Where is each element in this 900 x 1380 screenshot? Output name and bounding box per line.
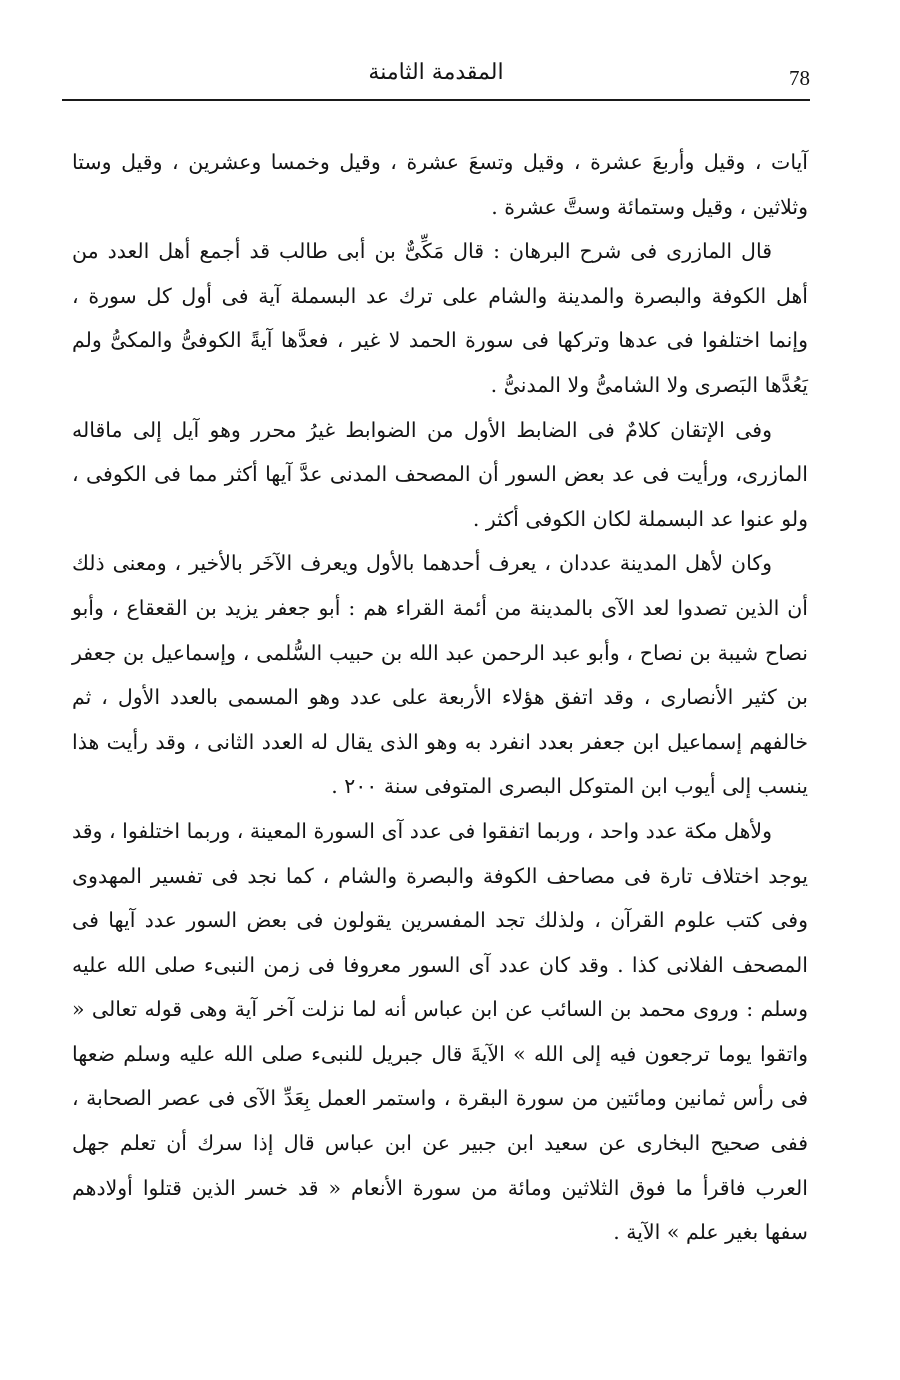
page-number: 78 bbox=[789, 66, 810, 90]
paragraph: وكان لأهل المدينة عددان ، يعرف أحدهما بالأول ويعرف الآخَر بالأخير ، ومعنى ذلك أن الذين تصدوا لعد الآى بالمدينة من أئمة القراء هم : أبو جعفر يزيد بن القعقاع ، وأبو نصاح شيبة بن نصاح ، وأبو عبد الرحمن عبد الله بن حبيب السُّلمى ، وإسماعيل بن جعفر بن كثير الأنصارى ، وقد اتفق هؤلاء الأربعة على عدد وهو المسمى بالعدد الأول ، ثم خالفهم إسماعيل ابن جعفر بعدد انفرد به وهو الذى يقال له العدد الثانى ، وقد رأيت هذا ينسب إلى أيوب ابن المتوكل البصرى المتوفى سنة ٢٠٠ . bbox=[72, 551, 808, 799]
running-title: المقدمة الثامنة bbox=[368, 60, 504, 85]
paragraph: قال المازرى فى شرح البرهان : قال مَكِّىٌّ بن أبى طالب قد أجمع أهل العدد من أهل الكوفة والبصرة والمدينة والشام على ترك عد البسملة آية فى أول كل سورة ، وإنما اختلفوا فى عدها وتركها فى سورة الحمد لا غير ، فعدَّها آيةً الكوفىُّ والمكىُّ ولم يَعُدَّها البَصرى ولا الشامىُّ ولا المدنىُّ . bbox=[72, 239, 808, 397]
paragraph: وفى الإتقان كلامٌ فى الضابط الأول من الضوابط غيرُ محرر وهو آيل إلى ماقاله المازرى، ورأيت فى عد بعض السور أن المصحف المدنى عدَّ آيها أكثر مما فى الكوفى ، ولو عنوا عد البسملة لكان الكوفى أكثر . bbox=[72, 417, 808, 531]
page-header bbox=[62, 60, 810, 100]
paragraph: ولأهل مكة عدد واحد ، وربما اتفقوا فى عدد آى السورة المعينة ، وربما اختلفوا ، وقد يوجد اختلاف تارة فى مصاحف الكوفة والبصرة والشام ، كما نجد فى تفسير المهدوى وفى كتب علوم القرآن ، ولذلك تجد المفسرين يقولون فى بعض السور عدد آيها فى المصحف الفلانى كذا . وقد كان عدد آى السور معروفا فى زمن النبىء صلى الله عليه وسلم : وروى محمد بن السائب عن ابن عباس أنه لما نزلت آخر آية وهى قوله تعالى « واتقوا يوما ترجعون فيه إلى الله » الآيةَ قال جبريل للنبىء صلى الله عليه وسلم ضعها فى رأس ثمانين ومائتين من سورة البقرة ، واستمر العمل بِعَدِّ الآى فى عصر الصحابة ، ففى صحيح البخارى عن سعيد ابن جبير عن ابن عباس قال إذا سرك أن تعلم جهل العرب فاقرأ ما فوق الثلاثين ومائة من سورة الأنعام « قد خسر الذين قتلوا أولادهم سفها بغير علم » الآية . bbox=[72, 818, 808, 1245]
paragraph: آيات ، وقيل وأربعَ عشرة ، وقيل وتسعَ عشرة ، وقيل وخمسا وعشرين ، وقيل وستا وثلاثين ، وقيل وستمائة وستَّ عشرة . bbox=[72, 150, 808, 219]
header-rule bbox=[62, 99, 810, 101]
main-text bbox=[72, 140, 808, 1255]
